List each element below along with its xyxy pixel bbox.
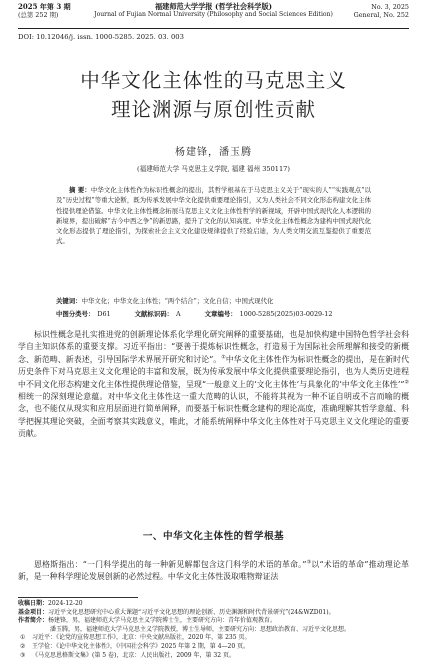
footnote-ref-1[interactable]: ① bbox=[221, 354, 226, 361]
journal-name bbox=[18, 3, 409, 20]
p1-part-a: 标识性概念是扎实推进党的创新理论体系化学理化研究阐释的重要基础，也是加快构建中国特色哲学社会科学自主知识体系的重要支撑。习近平指出：“要善于提炼标识性概念，打造易于为国际社会所理解和接受的新概念、新范畴、新表述，引导国际学术界展开研究和讨论”。 bbox=[18, 330, 409, 364]
footnote-2 bbox=[18, 643, 409, 652]
doc-value: A bbox=[176, 310, 181, 318]
footnote-ref-2[interactable]: ② bbox=[404, 379, 409, 385]
author-bio-1 bbox=[18, 617, 409, 626]
abstract bbox=[56, 185, 371, 247]
footnote-3-mark: ③ bbox=[20, 651, 26, 659]
footnote-2-text: 王学俭：《论中华文化主体性》，《中国社会科学》2025 年第 2 期，第 4—20 页。 bbox=[32, 642, 250, 650]
fund-label: 基金项目： bbox=[18, 608, 49, 616]
article-title bbox=[0, 66, 427, 124]
body-paragraph-2 bbox=[18, 559, 409, 584]
p1-part-c: 相统一的深刻理论意蕴。对中华文化主体性这一重大范畴的认识，不能将其视为一种不证自明或不言而喻的概念，也不能仅从现实和应用层面进行简单阐释，而要基于标识性概念建构的理论高度，准确理解其哲学意蕴、科学把握其理论突破，全面考察其实践意义，唯此，才能系统阐释中华文化主体性对于马克思主义文化理论的重要贡献。 bbox=[18, 392, 409, 439]
author-bio-label: 作者简介： bbox=[18, 617, 49, 625]
doc-code bbox=[135, 310, 181, 318]
p1-part-b: 中华文化主体性作为标识性概念的提出，是在新时代历史条件下对马克思主义文化理论的丰富和发展，既为传承发展中华文化提供重要理论指引，也为人类历史进程中不同文化形态构建文化主体性提供理论借鉴，呈现“一般意义上的‘文化主体性’与具象化的‘中华文化主体性’” bbox=[18, 354, 409, 389]
footnote-ref-3[interactable]: ③ bbox=[306, 559, 312, 566]
running-header bbox=[18, 3, 409, 29]
footnotes bbox=[18, 600, 409, 660]
footnote-1 bbox=[18, 634, 409, 643]
issue-info-en bbox=[354, 3, 409, 20]
clc-code bbox=[56, 310, 111, 318]
article-number bbox=[205, 310, 333, 318]
author-bio-1-text: 杨建锋，男，福建师范大学马克思主义学院博士生，主要研究方向：青年价值观教育。 bbox=[48, 617, 277, 625]
keywords-label: 关键词： bbox=[56, 297, 82, 305]
issue-total: (总第 252 期) bbox=[18, 11, 59, 20]
keywords bbox=[56, 296, 371, 306]
keywords-text: 中华文化；中华文化主体性；“两个结合”；文化自信；中国式现代化 bbox=[81, 297, 274, 305]
journal-name-en: Journal of Fujian Normal University (Philosophy and Social Sciences Edition) bbox=[94, 11, 333, 19]
footnote-3 bbox=[18, 652, 409, 661]
clc-value: D61 bbox=[97, 310, 111, 318]
issue-number: 2025 年第 3 期 bbox=[18, 2, 71, 11]
footnote-2-mark: ② bbox=[20, 642, 26, 650]
footnote-1-text: 习近平：《论党的宣传思想工作》，北京：中央文献出版社，2020 年，第 235 页。 bbox=[32, 634, 251, 642]
body-paragraph-1 bbox=[18, 329, 409, 441]
header-rule bbox=[18, 28, 409, 29]
authors: 杨建锋，潘玉腾 bbox=[175, 147, 252, 158]
footnote-3-text: 《马克思恩格斯文集》(第 5 卷)，北京：人民出版社，2009 年，第 32 页。 bbox=[32, 651, 235, 659]
article-number-value: 1000-5285(2025)03-0029-12 bbox=[239, 310, 333, 318]
clc-label: 中图分类号： bbox=[56, 310, 95, 318]
abstract-label: 摘 要： bbox=[69, 186, 91, 194]
received-value: 2024-12-20 bbox=[48, 600, 83, 607]
footnote-rule bbox=[18, 597, 138, 598]
article-number-label: 文章编号： bbox=[204, 310, 237, 318]
footnote-1-mark: ① bbox=[20, 634, 26, 642]
p2-part-a: 恩格斯指出：“一门科学提出的每一种新见解都包含这门科学的术语的革命。” bbox=[34, 560, 307, 569]
fund-value: 习近平文化思想研究中心重大课题“习近平文化思想的理论创新、历史渊源和时代背景研究”(24&WZD01)。 bbox=[48, 608, 335, 616]
fund-project bbox=[18, 609, 409, 618]
title-line-1: 中华文化主体性的马克思主义 bbox=[80, 69, 347, 92]
journal-name-cn: 福建师范大学学报 (哲学社会科学版) bbox=[154, 2, 273, 11]
abstract-text: 中华文化主体性作为标识性概念的提出，其哲学根基在于马克思主义关于“现实的人”“实践观点”以及“历史过程”等重大论断，既为传承发展中华文化提供重要理论指引，又为人类社会不同文化形态构建文化主体性提供理论借鉴。中华文化主体性概念拓展马克思主义文化主体性哲学的新视域，开辟中国式现代化人本逻辑的新境界，提出破解“古今中西之争”的新思路，提升了文化的认知高度。中华文化主体性概念为建构中国式现代化文化形态提供了理论指引，为探索社会主义文化建设规律提供了经验启迪，为人类文明交流互鉴提供了重要范式。 bbox=[56, 186, 371, 246]
title-line-2: 理论渊源与原创性贡献 bbox=[110, 98, 316, 121]
received-date bbox=[18, 600, 409, 609]
received-label: 收稿日期： bbox=[18, 600, 49, 607]
section-heading: 一、中华文化主体性的哲学根基 bbox=[142, 531, 285, 542]
p2-part-b: 以“术语的革命”推动理论革新，是一种科学理论发展创新的必然过程。中华文化主体性汲取唯物辩证法 bbox=[18, 560, 410, 582]
doi: DOI: 10.12046/j. issn. 1000-5285. 2025. 03. 003 bbox=[18, 33, 184, 41]
issue-number-en: No. 3, 2025 bbox=[371, 3, 409, 11]
doc-label: 文献标识码： bbox=[134, 310, 173, 318]
classification-line bbox=[56, 309, 387, 318]
issue-general-en: General, No. 252 bbox=[353, 11, 409, 20]
author-bio-2: 潘玉腾，男，福建师范大学马克思主义学院教授，博士生导师，主要研究方向：思想政治教育、习近平文化思想。 bbox=[50, 625, 351, 633]
affiliation: (福建师范大学 马克思主义学院, 福建 福州 350117) bbox=[137, 165, 290, 173]
